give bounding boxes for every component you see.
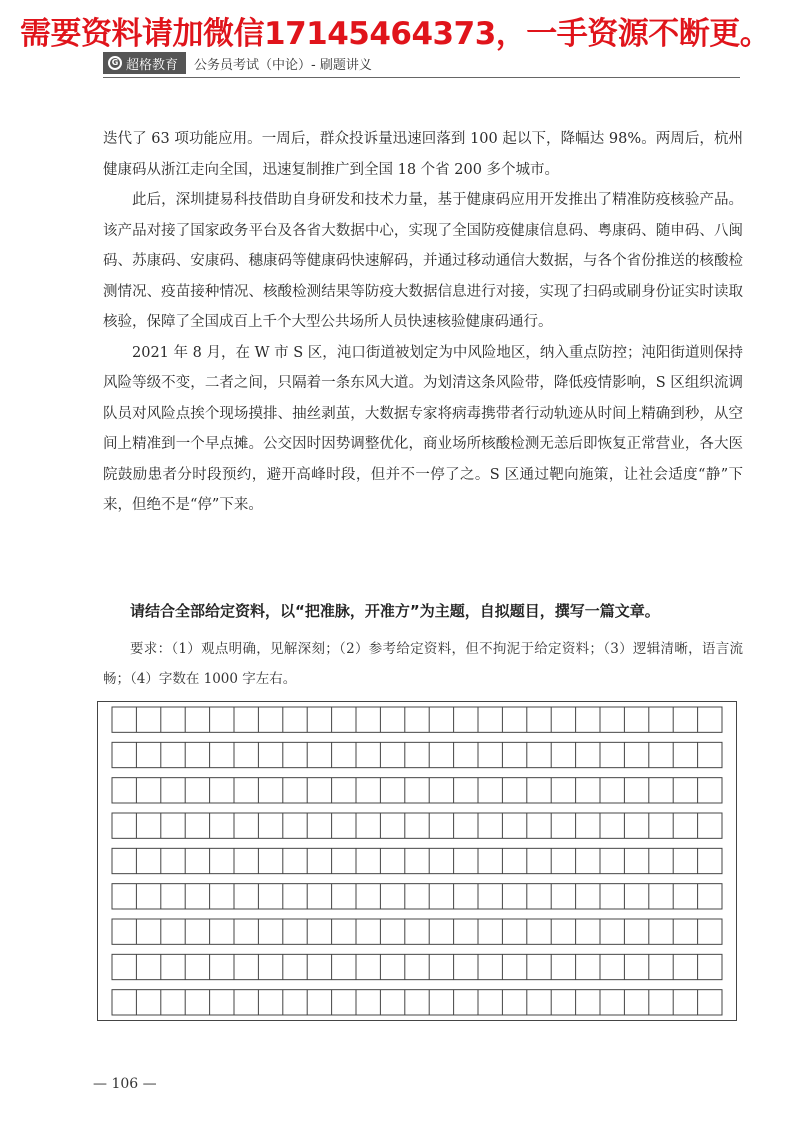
page-number: — 106 — [93,1076,157,1092]
question-prompt: 请结合全部给定资料，以“把准脉，开准方”为主题，自拟题目，撰写一篇文章。 [130,602,660,620]
grid-row [112,813,722,838]
grid-row [112,742,722,767]
grid-row [112,990,722,1015]
logo-icon: G [108,56,122,70]
answer-grid[interactable] [97,701,737,1021]
header-title: 公务员考试（中论）- 刷题讲义 [194,57,372,73]
brand-logo [103,52,186,74]
question-requirements: 要求：（1）观点明确，见解深刻；（2）参考给定资料，但不拘泥于给定资料；（3）逻辑清晰，语言流畅；（4）字数在 1000 字左右。 [103,641,743,687]
grid-row [112,954,722,979]
grid-row [112,707,722,732]
page-header [103,50,372,76]
paragraph-2: 此后，深圳捷易科技借助自身研发和技术力量，基于健康码应用开发推出了精准防疫核验产品。该产品对接了国家政务平台及各省大数据中心，实现了全国防疫健康信息码、粤康码、随申码、八闽码、苏康码、安康码、穗康码等健康码快速解码，并通过移动通信大数据，与各个省份推送的核酸检测情况、疫苗接种情况、核酸检测结果等防疫大数据信息进行对接，实现了扫码或刷身份证实时读取核验，保障了全国成百上千个大型公共场所人员快速核验健康码通行。 [103,192,743,330]
answer-grid-lines [98,702,736,1020]
grid-row [112,848,722,873]
material-text [103,124,743,521]
paragraph-1: 迭代了 63 项功能应用。一周后，群众投诉量迅速回落到 100 起以下，降幅达 98%。两周后，杭州健康码从浙江走向全国，迅速复制推广到全国 18 个省 200 多个城市。 [103,131,743,178]
promo-banner: 需要资料请加微信17145464373，一手资源不断更。 [20,16,771,52]
grid-row [112,884,722,909]
paragraph-3: 2021 年 8 月，在 W 市 S 区，沌口街道被划定为中风险地区，纳入重点防控；沌阳街道则保持风险等级不变，二者之间，只隔着一条东风大道。为划清这条风险带，降低疫情影响，S 区组织流调队员对风险点挨个现场摸排、抽丝剥茧，大数据专家将病毒携带者行动轨迹从时间上精确到秒，从空间上精准到一个早点摊。公交因时因势调整优化，商业场所核酸检测无恙后即恢复正常营业，各大医院鼓励患者分时段预约，避开高峰时段，但并不一停了之。S 区通过靶向施策，让社会适度“静”下来，但绝不是“停”下来。 [103,344,743,513]
header-divider [103,77,740,78]
grid-row [112,919,722,944]
grid-row [112,778,722,803]
logo-text: 超格教育 [126,57,179,73]
